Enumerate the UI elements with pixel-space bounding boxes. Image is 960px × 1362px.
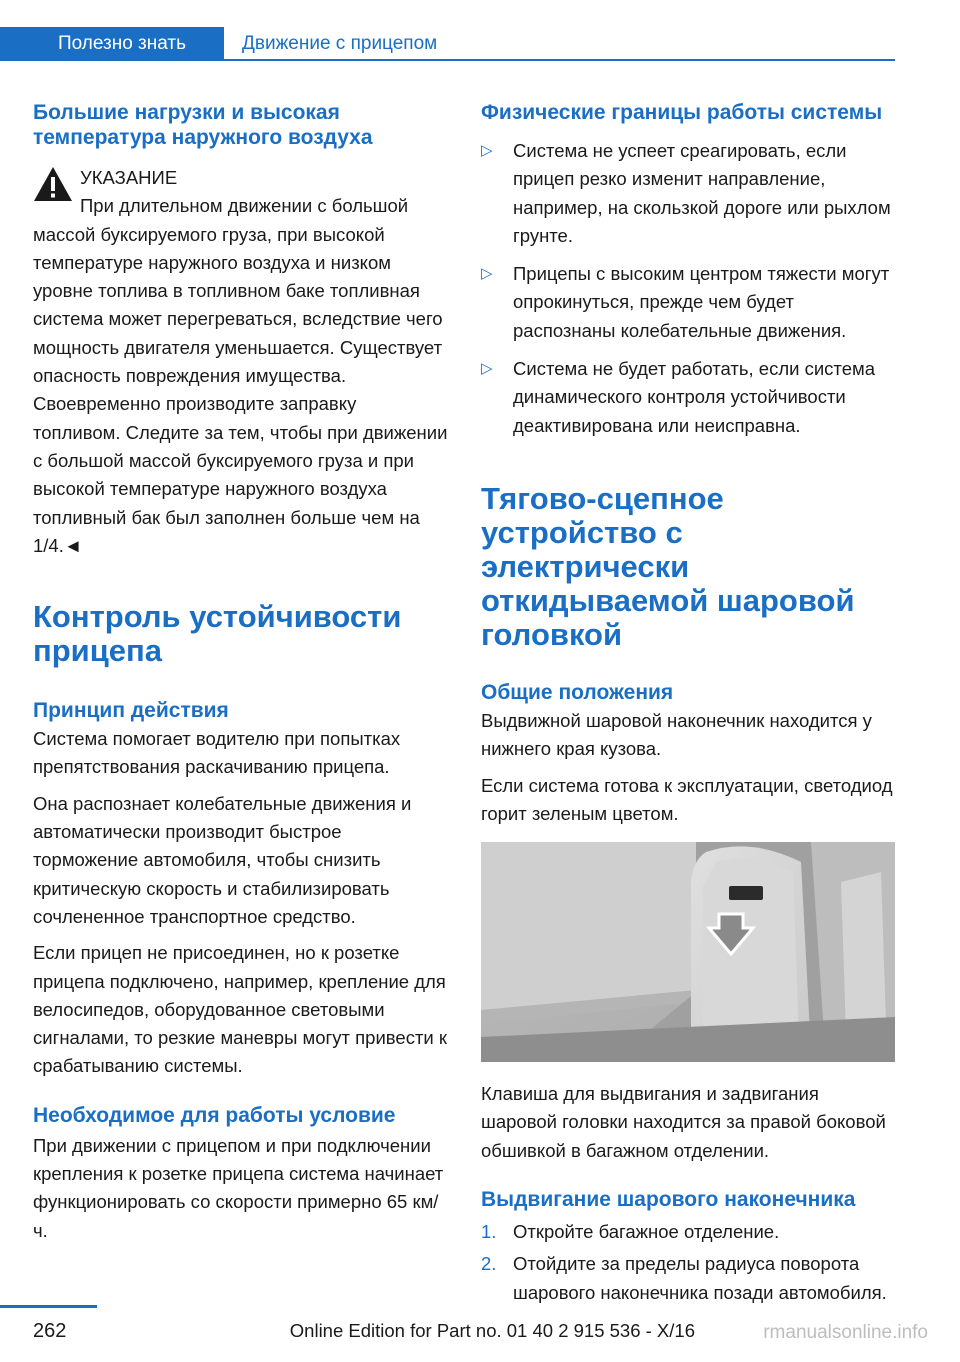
warning-label: УКАЗАНИЕ <box>80 167 178 188</box>
heading-trailer-stability: Контроль устойчивости прицепа <box>33 599 402 669</box>
list-item: 1. Откройте багажное отделение. <box>481 1218 896 1246</box>
list-item: ▷ Прицепы с высоким центром тяжести могут опрокинуться, прежде чем будет распознаны колебательные движения. <box>481 260 896 345</box>
paragraph-condition: При движении с прицепом и при подключении крепления к розетке прицепа система начинает функционировать со скорости примерно 65 км/ч. <box>33 1134 444 1241</box>
step-number: 1. <box>481 1221 497 1243</box>
heading-physical-limits: Физические границы работы системы <box>481 101 883 124</box>
left-column <box>33 100 448 1245</box>
warning-block <box>33 164 448 560</box>
trunk-illustration <box>481 842 895 1062</box>
steps-list <box>481 1218 896 1307</box>
paragraph-general-1: Выдвижной шаровой наконечник находится у нижнего края кузова. <box>481 709 872 760</box>
subheading-principle: Принцип действия <box>33 699 229 723</box>
paragraph-principle-2: Она распознает колебательные движения и автоматически производит быстрое торможение автомобиля, чтобы снизить критическую скорость и стабилизировать сочлененное транспортное средство. <box>33 792 412 927</box>
warning-first-line: При длительном движении с большой <box>80 195 409 217</box>
subheading-extend-ball: Выдвигание шарового наконечника <box>481 1188 856 1212</box>
list-item: ▷ Система не успеет среагировать, если прицеп резко изменит направление, например, на скользкой дороге или рыхлом грунте. <box>481 137 896 250</box>
paragraph-general-2: Если система готова к эксплуатации, светодиод горит зеленым цветом. <box>481 774 893 824</box>
warning-triangle-icon <box>33 166 73 202</box>
header-tab-trailer[interactable]: Движение с прицепом <box>242 33 438 54</box>
limits-list <box>481 137 896 440</box>
subheading-condition: Необходимое для работы условие <box>33 1103 396 1127</box>
paragraph-principle-1: Система помогает водителю при попытках препятствования раскачиванию прицепа. <box>33 728 401 778</box>
step-number: 2. <box>481 1253 497 1275</box>
header-tab-useful[interactable]: Полезно знать <box>0 27 224 61</box>
header-rule <box>224 59 895 61</box>
page-number: 262 <box>33 1320 67 1342</box>
page-header <box>0 27 895 63</box>
right-column <box>481 100 896 1307</box>
subheading-general: Общие положения <box>481 680 674 704</box>
edition-text: Online Edition for Part no. 01 40 2 915 536 - X/16 <box>289 1320 695 1341</box>
photo-caption: Клавиша для выдвигания и задвигания шаровой головки находится за правой боковой обшивкой в багажном отделении. <box>481 1083 886 1161</box>
warning-body: массой буксируемого груза, при высокой температуре наружного воздуха и низком уровне топлива в топливном баке топливная система может перегреваться, вследствие чего мощность двигателя уменьшается. Существует опасность повреждения имущества. Своевременно производите заправку топливом. Следите за тем, чтобы при движении с большой массой буксируемого груза и при высокой температуре наружного воздуха топливный бак был заполнен больше чем на 1/4.◄ <box>33 223 448 556</box>
heading-heavy-loads: Большие нагрузки и высокая температура наружного воздуха <box>33 101 373 149</box>
list-item: 2. Отойдите за пределы радиуса поворота шарового наконечника позади автомобиля. <box>481 1250 896 1307</box>
triangle-bullet-icon: ▷ <box>481 360 493 378</box>
list-item: ▷ Система не будет работать, если система динамического контроля устойчивости деактивирована или неисправна. <box>481 355 896 440</box>
paragraph-principle-3: Если прицеп не присоединен, но к розетке прицепа подключено, например, крепление для велосипедов, оборудованное световыми сигналами, то резкие маневры могут привести к срабатыванию системы. <box>33 942 447 1077</box>
triangle-bullet-icon: ▷ <box>481 265 493 283</box>
trunk-button-photo <box>481 842 895 1062</box>
footer-rule <box>0 1305 97 1308</box>
heading-tow-hitch: Тягово-сцепное устройство с электрически откидываемой шаровой головкой <box>481 480 855 652</box>
watermark: rmanualsonline.info <box>763 1322 928 1343</box>
triangle-bullet-icon: ▷ <box>481 142 493 159</box>
